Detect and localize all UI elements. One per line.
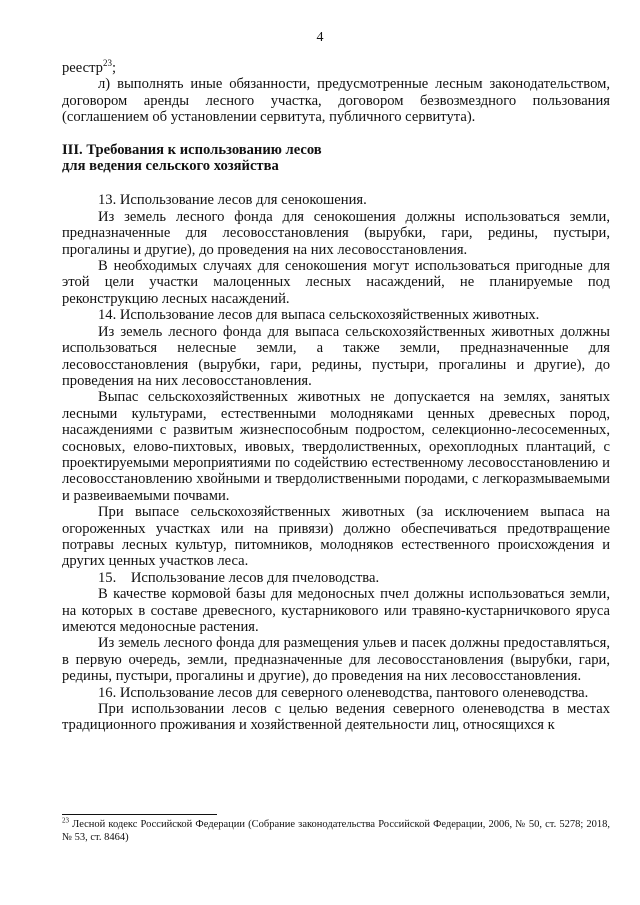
reestr-text: реестр	[62, 60, 103, 76]
reestr-tail: ;	[111, 60, 117, 76]
paragraph: Из земель лесного фонда для сенокошения должны использоваться земли, предназначенные для лесовосстановления (вырубки, гари, редины, пустыри, прогалины и другие), до проведения на них лесовосстановления.	[62, 208, 610, 258]
footnote-divider	[62, 814, 217, 815]
paragraph: При выпасе сельскохозяйственных животных (за исключением выпаса на огороженных участках или на привязи) должно обеспечиваться предотвращение потравы лесных культур, питомников, молодняков естественного происхождения и других ценных участков леса.	[62, 504, 610, 570]
paragraph: В необходимых случаях для сенокошения могут использоваться пригодные для этой цели участки малоценных лесных насаждений, не планируемые под реконструкцию лесных насаждений.	[62, 258, 610, 307]
footnote-number: 23	[62, 816, 69, 825]
footnote-text: Лесной кодекс Российской Федерации (Собрание законодательства Российской Федерации, 2006, № 50, ст. 5278; 2018, № 53, ст. 8464)	[62, 819, 610, 843]
footnote	[62, 818, 610, 844]
paragraph: При использовании лесов с целью ведения северного оленеводства в местах традиционного проживания и хозяйственной деятельности лиц, относящихся к	[62, 701, 610, 734]
paragraph: 16. Использование лесов для северного оленеводства, пантового оленеводства.	[98, 684, 589, 701]
section-heading	[62, 142, 610, 175]
paragraph: В качестве кормовой базы для медоносных пчел должны использоваться земли, на которых в составе древесного, кустарникового или травяно-кустарничкового яруса имеются медоносные растения.	[62, 586, 610, 635]
paragraph: Из земель лесного фонда для выпаса сельскохозяйственных животных должны использоваться нелесные земли, а также земли, предназначенные для лесовосстановления (вырубки, гари, редины, пустыри, прогалины и другие), до проведения на них лесовосстановления.	[62, 323, 610, 389]
paragraph: 14. Использование лесов для выпаса сельскохозяйственных животных.	[98, 307, 540, 324]
document-body	[62, 60, 610, 734]
section-heading-line2: для ведения сельского хозяйства	[62, 158, 279, 175]
footnote-ref-mark[interactable]: 23	[102, 58, 112, 69]
section-heading-line1: III. Требования к использованию лесов	[62, 141, 322, 158]
paragraph: Из земель лесного фонда для размещения ульев и пасек должны предоставляться, в первую очередь, земли, предназначенные для лесовосстановления (вырубки, гари, редины, пустыри, прогалины и другие), до проведения на них лесовосстановления.	[62, 635, 610, 685]
reestr-line	[62, 60, 610, 76]
page-number: 4	[316, 30, 324, 45]
paragraph: 15. Использование лесов для пчеловодства.	[98, 569, 380, 586]
paragraph: Выпас сельскохозяйственных животных не допускается на землях, занятых лесными культурами, естественными молодняками ценных древесных пород, насаждениями с развитым жизнеспособным подростом, селекционно-лесосеменных, сосновых, елово-пихтовых, ивовых, твердолиственных, орехоплодных плантаций, с проектируемыми мероприятиями по содействию естественному лесовосстановлению и лесовосстановлению хвойными и твердолиственными породами, с легкоразмываемыми и развеиваемыми почвами.	[62, 389, 610, 504]
paragraph: 13. Использование лесов для сенокошения.	[98, 192, 367, 209]
item-l: л) выполнять иные обязанности, предусмотренные лесным законодательством, договором аренды лесного участка, договором безвозмездного пользования (соглашением об установлении сервитута, публичного сервитута).	[62, 76, 610, 126]
